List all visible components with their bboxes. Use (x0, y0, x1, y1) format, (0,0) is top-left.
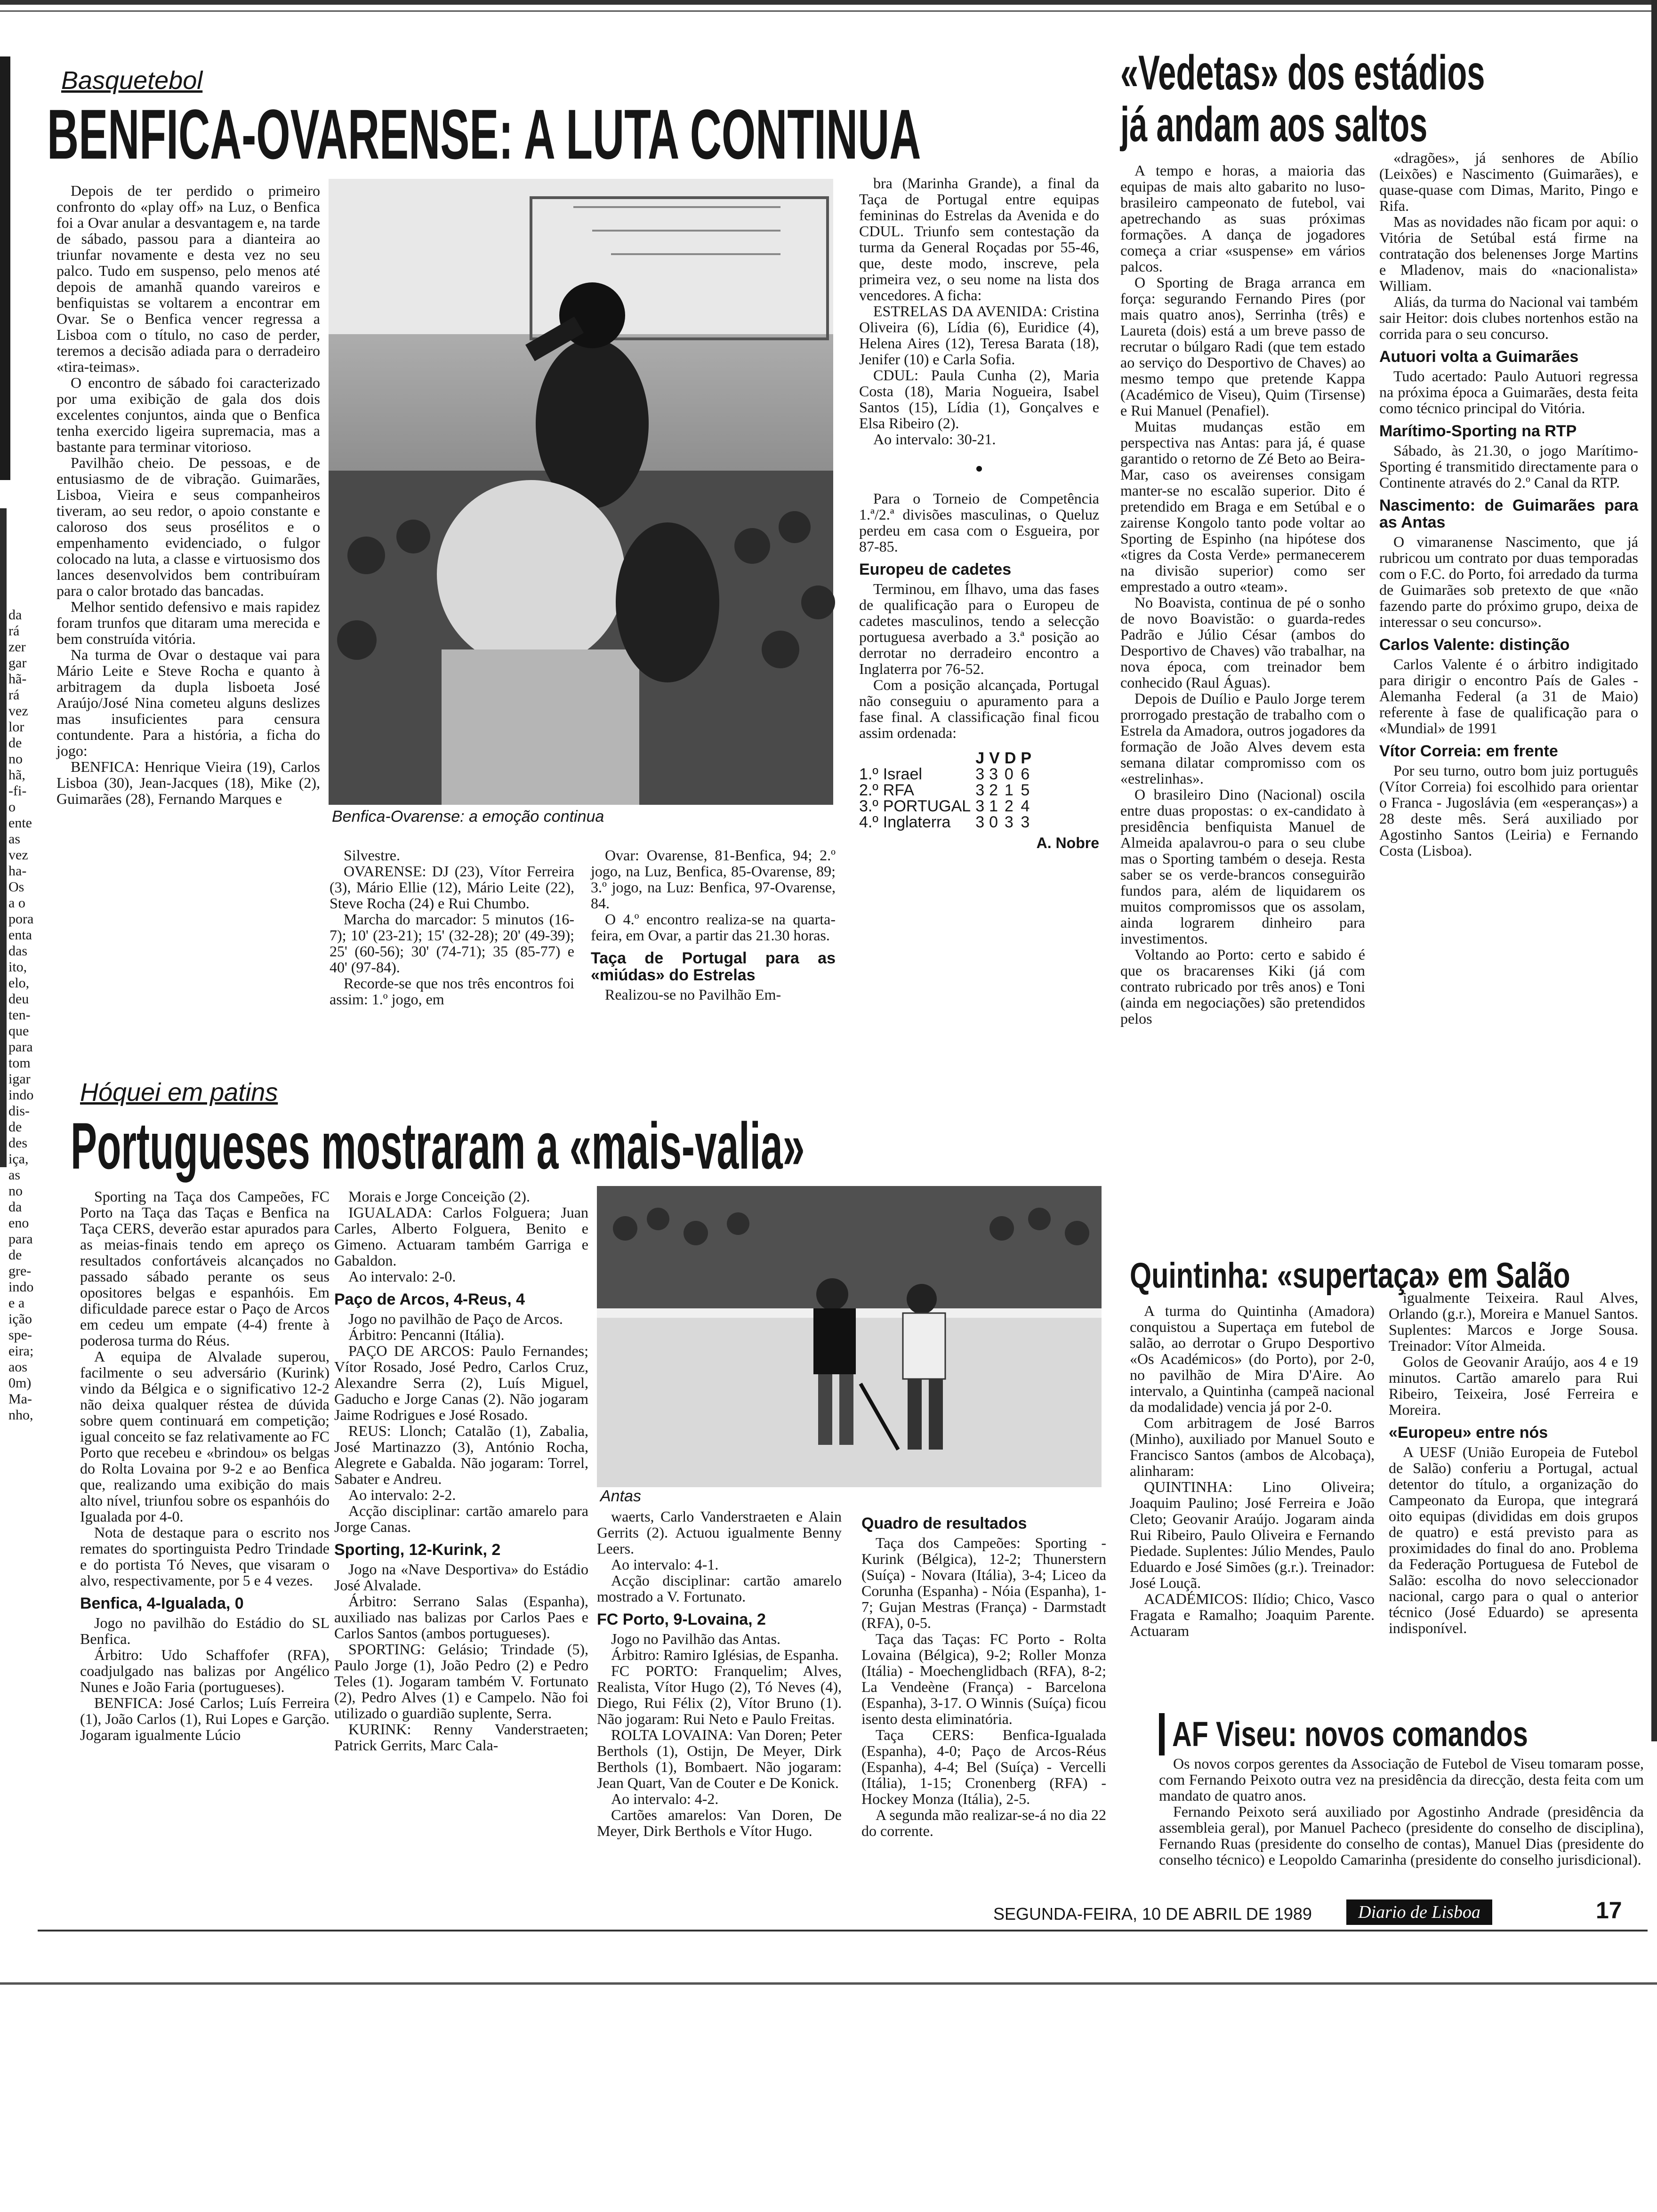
hoquei-paragraph: KURINK: Renny Vanderstraeten; Patrick Gerrits, Marc Cala- (334, 1721, 588, 1754)
vedetas-paragraph: Sábado, às 21.30, o jogo Marítimo-Sporting é transmitido directamente para o Continente através do 2.º Canal da RTP. (1379, 442, 1638, 491)
table-cell: 3.º (859, 797, 878, 815)
vedetas-paragraph: O brasileiro Dino (Nacional) oscila entre duas propostas: o ex-candidato à presidência benfiquista Manuel de Almeida apalavrou-o para o seu clube mas o Sporting também o deseja. Resta saber se os verde-brancos conseguirão fundos para, além de liquidarem os muitos compromissos que os assolam, ainda lograrem dinheiro para investimentos. (1120, 786, 1365, 947)
hoquei-paragraph: Árbitro: Udo Schaffofer (RFA), coadjulgado nas balizas por Angélico Nunes e João Faria (portugueses). (80, 1646, 330, 1695)
vedetas-paragraph: A tempo e horas, a maioria das equipas de mais alto gabarito no luso-brasileiro campeonato de futebol, vai apetrechando as suas próximas formações. A dança de jogadores começa a criar «suspense» em vários palcos. (1120, 162, 1365, 275)
vedetas-paragraph: Depois de Duílio e Paulo Jorge terem prorrogado prestação de trabalho com o Estrela da Amadora, outros jogadores da formação de João Alves devem esta semana dilatar compromisso com os «estrelinhas». (1120, 690, 1365, 787)
top-border-thin (0, 10, 1657, 12)
basket-paragraph: Melhor sentido defensivo e mais rapidez foram trunfos que ditaram uma merecida e bem construída vitória. (56, 598, 320, 647)
afviseu-bar (1159, 1713, 1165, 1755)
hockey-photo (597, 1186, 1102, 1487)
europeu-cadetes-head: Europeu de cadetes (859, 561, 1012, 578)
headline-vedetas-2: já andam aos saltos (1120, 97, 1428, 152)
table-cell: 3 (975, 797, 985, 815)
table-cell: RFA (883, 781, 914, 799)
table-cell: 0 (989, 813, 998, 831)
basket-column-4 (859, 175, 1099, 1069)
afviseu-text (1159, 1755, 1644, 1868)
margin-fragment: ente (8, 815, 32, 831)
margin-fragment: dis- (8, 1103, 30, 1119)
margin-fragment: tom (8, 1055, 31, 1071)
hoquei-paragraph: Ao intervalo: 2-2. (348, 1486, 456, 1503)
table-cell: 1 (1004, 781, 1014, 799)
margin-fragment: de (8, 735, 22, 751)
basket-paragraph: Recorde-se que nos três encontros foi assim: 1.º jogo, em (330, 975, 574, 1008)
margin-fragment: as (8, 1167, 20, 1183)
basket-paragraph: Depois de ter perdido o primeiro confronto do «play off» na Luz, o Benfica foi a Ovar anular a desvantagem e, na tarde de sábado, passou para a dianteira ao triunfar novamente e desta vez no seu palco. Tudo em suspenso, pelo menos até depois de amanhã quando vareiros e benfiquistas se voltarem a encontrar em Ovar. Se o Benfica vencer regressa a Lisboa com o título, no caso de perder, teremos a decisão adiada para o derradeiro «tira-teimas». (56, 182, 320, 375)
taca-portugal-head: Taça de Portugal para as «miúdas» do Estrelas (591, 949, 836, 984)
vedetas-paragraph: Aliás, da turma do Nacional vai também sair Heitor: dois clubes nortenhos estão na corrida para o seu concurso. (1379, 293, 1638, 342)
right-border (1651, 0, 1657, 1741)
basket-paragraph: Silvestre. (344, 847, 400, 864)
margin-fragment: gre- (8, 1263, 32, 1279)
table-header-row (859, 750, 1036, 766)
margin-fragment: rá (8, 623, 20, 639)
table-row (859, 814, 1036, 830)
table-cell: 6 (1021, 765, 1030, 783)
margin-fragment: ten- (8, 1007, 31, 1023)
margin-fragment: pora (8, 911, 34, 927)
basket-paragraph: O 4.º encontro realiza-se na quarta-feira, em Ovar, a partir das 21.30 horas. (591, 911, 836, 944)
basket-paragraph: bra (Marinha Grande), a final da Taça de Portugal entre equipas femininas do Estrelas da Avenida e do CDUL. Triunfo sem contestação da turma da General Roçadas por 55-46, que, deste modo, inscreve, pela primeira vez, o seu nome na lista dos vencedores. A ficha: (859, 175, 1099, 304)
table-header-cell: J (975, 749, 985, 767)
hoquei-paragraph: FC PORTO: Franquelim; Alves, Realista, Vítor Hugo (2), Tó Neves (4), Diego, Rui Félix (2), Vítor Bruno (1). Não jogaram: Rui Neto e Paulo Freitas. (597, 1662, 842, 1727)
vedetas-paragraph: Mas as novidades não ficam por aqui: o Vitória de Setúbal está firme na contratação dos belenenses Jorge Martins e Mladenov, mais do «nacionalista» William. (1379, 213, 1638, 294)
basket-column-3 (591, 847, 836, 1068)
sporting-kurink-head: Sporting, 12-Kurink, 2 (334, 1541, 501, 1559)
margin-fragment: para (8, 1039, 33, 1055)
margin-fragment: zer (8, 639, 26, 655)
vedetas-paragraph: Carlos Valente é o árbitro indigitado para dirigir o encontro País de Gales - Alemanha Federal (a 31 de Maio) referente à fase de qualificação para o «Mundial» de 1991 (1379, 656, 1638, 737)
margin-fragment: hã, (8, 767, 25, 783)
quintinha-paragraph: A UESF (União Europeia de Futebol de Salão) conferiu a Portugal, actual detentor do título, a organização do Campeonato da Europa, que integrará oito equipas (divididas em dois grupos de quatro) e está previsto para as proximidades do final do ano. Problema da Federação Portuguesa de Futebol de Salão: escolha do novo seleccionador nacional, cargo para o qual o anterior técnico (José Eduardo) se apresenta indisponível. (1389, 1443, 1638, 1636)
basket-column-2 (330, 847, 574, 1068)
margin-fragment: enta (8, 927, 32, 943)
table-cell: 5 (1021, 781, 1030, 799)
basket-paragraph: Pavilhão cheio. De pessoas, e de entusiasmo de de vibração. Guimarães, Lisboa, Vieira e seus companheiros tiveram, ao seu redor, o apoio constante e caloroso dos seus prosélitos e o empenhamento evidenciado, o fulgor colocado na luta, a classe e virtuosismo dos lances desenvolvidos bem contribuíram para o calor brotado das bancadas. (56, 454, 320, 599)
margin-fragment: eira; (8, 1343, 34, 1359)
vedetas-paragraph: «dragões», já senhores de Abílio (Leixões) e Nascimento (Guimarães), e quase-quase com Dimas, Marito, Pingo e Rifa. (1379, 149, 1638, 214)
basketball-photo-caption: Benfica-Ovarense: a emoção continua (332, 808, 604, 825)
basket-paragraph: CDUL: Paula Cunha (2), Maria Costa (18), Maria Nogueira, Isabel Santos (15), Lídia (1), Gonçalves e Elsa Ribeiro (2). (859, 367, 1099, 432)
quintinha-paragraph: A turma do Quintinha (Amadora) conquistou a Supertaça em futebol de salão, ao derrotar o Grupo Desportivo «Os Académicos» (do Porto), por 2-0, no pavilhão de Mira D'Aire. Ao intervalo, a Quintinha (campeã nacional da modalidade) vencia já por 2-0. (1130, 1302, 1375, 1415)
margin-fragment: o (8, 799, 16, 815)
margin-fragment: -fi- (8, 783, 27, 799)
margin-fragment: para (8, 1231, 33, 1247)
table-cell: 2 (1004, 797, 1014, 815)
margin-fragment: indo (8, 1279, 34, 1295)
headline-afviseu: AF Viseu: novos comandos (1172, 1715, 1528, 1754)
margin-fragment: gar (8, 655, 27, 671)
hoquei-paragraph: Nota de destaque para o escrito nos remates do sportinguista Pedro Trindade e do portista Tó Neves, que visaram o alvo, respectivamente, por 5 e 4 vezes. (80, 1524, 330, 1589)
left-strip-2 (0, 508, 7, 1167)
quintinha-paragraph: Com arbitragem de José Barros (Minho), auxiliado por Manuel Souto e Francisco Santos (ambos de Alcobaça), alinharam: (1130, 1414, 1375, 1479)
hoquei-paragraph: SPORTING: Gelásio; Trindade (5), Paulo Jorge (1), João Pedro (2) e Pedro Teles (1). Jogaram também V. Fortunato (2), Pedro Alves (1) e Campelo. Não foi utilizado o guardião suplente, Serra. (334, 1641, 588, 1722)
benfica-igualada-head: Benfica, 4-Igualada, 0 (80, 1595, 244, 1612)
table-cell (859, 750, 883, 766)
footer-rule (38, 1930, 1648, 1931)
hoquei-paragraph: A equipa de Alvalade superou, facilmente o seu adversário (Kurink) vindo da Bélgica e o significativo 12-2 não deixa qualquer réstea de dúvida sobre quem continuará em competição; igual conceito se faz relativamente ao FC Porto que recebeu e «brindou» os belgas do Rolta Lovaina por 9-2 e ao Benfica que, realizando uma exibição do mais alto nível, triunfou sobre os espanhóis do Igualada por 4-0. (80, 1348, 330, 1525)
margin-fragment: ha- (8, 863, 27, 879)
quintinha-paragraph: igualmente Teixeira. Raul Alves, Orlando (g.r.), Moreira e Manuel Santos. Suplentes: Marcos e Jorge Sousa. Treinador: Vítor Almeida. (1389, 1289, 1638, 1354)
left-margin-fragments (8, 607, 41, 1737)
margin-fragment: des (8, 1135, 27, 1151)
margin-fragment: de (8, 1247, 22, 1263)
europeu-head: «Europeu» entre nós (1389, 1424, 1548, 1442)
margin-fragment: e a (8, 1295, 25, 1311)
margin-fragment: rá (8, 687, 20, 703)
vedetas-paragraph: Tudo acertado: Paulo Autuori regressa na próxima época a Guimarães, desta feita como técnico principal do Vitória. (1379, 368, 1638, 417)
vedetas-paragraph: O vimaranense Nascimento, que já rubricou um contrato por duas temporadas com o F.C. do Porto, foi arredado da turma de Guimarães sob pretexto de que «não fazendo parte do próximo grupo, deixa de interessar o seu concurso». (1379, 533, 1638, 630)
vedetas-subhead: Marítimo-Sporting na RTP (1379, 422, 1577, 440)
table-cell: 2 (989, 781, 998, 799)
basket-paragraph: Ovar: Ovarense, 81-Benfica, 94; 2.º jogo, na Luz, Benfica, 85-Ovarense, 89; 3.º jogo, na Luz: Benfica, 97-Ovarense, 84. (591, 847, 836, 912)
hoquei-paragraph: ROLTA LOVAINA: Van Doren; Peter Berthols (1), Ostijn, De Meyer, Dirk Berthols (1), Bombaert. Não jogaram: Jean Quart, Van de Couter e De Konick. (597, 1726, 842, 1791)
table-cell: 2.º (859, 781, 878, 799)
hoquei-paragraph: Ao intervalo: 2-0. (348, 1268, 456, 1285)
hoquei-paragraph: Sporting na Taça dos Campeões, FC Porto na Taça das Taças e Benfica na Taça CERS, deverão estar apurados para as meias-finais tendo em apreço os resultados confortáveis alcançados no passado sábado perante os seus opositores belgas e espanhóis. Em dificuldade parece estar o Paço de Arcos em cedeu um empate (4-4) frente à poderosa turma do Réus. (80, 1188, 330, 1349)
hoquei-paragraph: Ao intervalo: 4-2. (611, 1790, 719, 1807)
margin-fragment: 0m) (8, 1375, 32, 1391)
margin-fragment: deu (8, 991, 29, 1007)
hoquei-paragraph: PAÇO DE ARCOS: Paulo Fernandes; Vítor Rosado, José Pedro, Carlos Cruz, Alexandre Serra (2), Luís Miguel, Gaducho e Jorge Canas (2). Não jogaram Jaime Rodrigues e José Rosado. (334, 1342, 588, 1423)
margin-fragment: vez (8, 703, 28, 719)
paco-arcos-head: Paço de Arcos, 4-Reus, 4 (334, 1290, 525, 1308)
hoquei-paragraph: Acção disciplinar: cartão amarelo mostrado a V. Fortunato. (597, 1572, 842, 1605)
hoquei-paragraph: IGUALADA: Carlos Folguera; Juan Carles, Alberto Folguera, Benito e Gimeno. Actuaram também Garriga e Gabaldon. (334, 1204, 588, 1269)
vedetas-paragraph: Voltando ao Porto: certo e sabido é que os bracarenses Kiki (já com contrato rubricado por três anos) e Toni (ainda em negociações) são pretendidos pelos (1120, 946, 1365, 1027)
vedetas-column-2 (1379, 150, 1638, 1204)
quintinha-paragraph: QUINTINHA: Lino Oliveira; Joaquim Paulino; José Ferreira e João Cleto; Geovanir Araújo. Jogaram ainda Rui Ribeiro, Paulo Oliveira e Fernando Piedade. Suplentes: Júlio Mendes, Paulo Eduardo e José Simões (g.r.). Treinador: José Louçã. (1130, 1478, 1375, 1591)
basket-paragraph: Realizou-se no Pavilhão Em- (605, 986, 781, 1003)
quintinha-column-1 (1130, 1303, 1375, 1726)
hoquei-paragraph: Árbitro: Ramiro Iglésias, de Espanha. (611, 1646, 839, 1663)
basketball-photo (329, 179, 833, 805)
bottom-scan-rule (0, 1982, 1657, 1985)
hoquei-column-3 (597, 1508, 842, 1839)
quintinha-paragraph: Golos de Geovanir Araújo, aos 4 e 19 minutos. Cartão amarelo para Rui Ribeiro, Teixeira, José Ferreira e Moreira. (1389, 1353, 1638, 1418)
vedetas-paragraph: Por seu turno, outro bom juiz português (Vítor Correia) foi escolhido para orientar o Franca - Jugoslávia (em «esperanças») a 28 deste mês. Será auxiliado por Agostinho Santos (Leiria) e Fernando Costa (Lisboa). (1379, 762, 1638, 859)
hoquei-column-1 (80, 1188, 330, 1803)
margin-fragment: ição (8, 1311, 32, 1327)
margin-fragment: que (8, 1023, 29, 1039)
hoquei-paragraph: Jogo no pavilhão de Paço de Arcos. (348, 1310, 563, 1327)
vedetas-column-1 (1120, 162, 1365, 1217)
hoquei-column-2 (334, 1188, 588, 1803)
hoquei-paragraph: Taça dos Campeões: Sporting - Kurink (Bélgica), 12-2; Thunerstern (Suíça) - Novara (Itália), 3-4; Liceo da Corunha (Espanha) - Nóia (Espanha), 1-7; Gujan Mestras (França) - Darmstadt (RFA), 0-5. (861, 1534, 1106, 1631)
quadro-resultados-head: Quadro de resultados (861, 1515, 1027, 1532)
hoquei-paragraph: Morais e Jorge Conceição (2). (348, 1188, 530, 1205)
vedetas-subhead: Nascimento: de Guimarães para as Antas (1379, 497, 1638, 531)
table-cell: 0 (1004, 765, 1014, 783)
vedetas-subhead: Autuori volta a Guimarães (1379, 348, 1579, 366)
hoquei-paragraph: Jogo na «Nave Desportiva» do Estádio José Alvalade. (334, 1561, 588, 1594)
afviseu-paragraph: Os novos corpos gerentes da Associação de Futebol de Viseu tomaram posse, com Fernando Peixoto outra vez na presidência da direcção, desta feita com um mandato de quatro anos. (1159, 1755, 1644, 1804)
margin-fragment: Os (8, 879, 24, 895)
left-strip (0, 56, 10, 480)
margin-fragment: as (8, 831, 20, 847)
quintinha-column-2 (1389, 1290, 1638, 1713)
section-hoquei: Hóquei em patins (80, 1078, 278, 1106)
margin-fragment: aos (8, 1359, 27, 1375)
margin-fragment: igar (8, 1071, 31, 1087)
margin-fragment: eno (8, 1215, 29, 1231)
footer-date: SEGUNDA-FEIRA, 10 DE ABRIL DE 1989 (993, 1904, 1312, 1923)
basket-paragraph: Na turma de Ovar o destaque vai para Mário Leite e Steve Rocha e quanto à arbitragem da dupla lisboeta José Araújo/José Nina cometeu alguns deslizes mas insuficientes para censura contundente. Para a história, a ficha do jogo: (56, 646, 320, 759)
hoquei-paragraph: A segunda mão realizar-se-á no dia 22 do corrente. (861, 1806, 1106, 1839)
margin-fragment: ito, (8, 959, 27, 975)
table-cell: 3 (975, 781, 985, 799)
table-cell: 1.º (859, 765, 878, 783)
hoquei-paragraph: Taça das Taças: FC Porto - Rolta Lovaina (Bélgica), 9-2; Roller Monza (Itália) - Moechenglidbach (RFA), 8-2; La Vendeène (França) - Barcelona (Espanha), 3-17. O Winnis (Suíça) ficou isento desta eliminatória. (861, 1630, 1106, 1727)
margin-fragment: Ma- (8, 1391, 32, 1407)
margin-fragment: spe- (8, 1327, 32, 1343)
basket-paragraph: BENFICA: Henrique Vieira (19), Carlos Lisboa (30), Jean-Jacques (18), Mike (2), Guimarães (28), Fernando Marques e (56, 758, 320, 807)
basket-paragraph: O encontro de sábado foi caracterizado por uma exibição de gala dos dois excelentes conjuntos, ainda que o Benfica tenha exercido ligeira supremacia, mas a bastante para terminar vitorioso. (56, 374, 320, 455)
vedetas-paragraph: No Boavista, continua de pé o sonho de novo Boavistão: o guarda-redes Padrão e Júlio César (ambos do Desportivo de Chaves) vão trabalhar, na nova época, com treinador bem conhecido (Raul Águas). (1120, 594, 1365, 691)
margin-fragment: lor (8, 719, 24, 735)
hockey-photo-caption: Antas (600, 1487, 641, 1505)
margin-fragment: no (8, 1183, 23, 1199)
quintinha-paragraph: ACADÉMICOS: Ilídio; Chico, Vasco Fragata e Ramalho; Joaquim Parente. Actuaram (1130, 1590, 1375, 1639)
table-cell: 3 (975, 813, 985, 831)
vedetas-paragraph: Muitas mudanças estão em perspectiva nas Antas: para já, é quase garantido o retorno de Zé Beto ao Beira-Mar, caso os aveirenses consigam manter-se no escalão superior. Dito é pretendido em Braga e em Setúbal e o zairense Kongolo tanto pode voltar ao Sporting de Espinho (na hipótese dos «tigres da Costa Verde» permanecerem na divisão superior) como ser emprestado a outro «team». (1120, 418, 1365, 595)
headline-portugueses: Portugueses mostraram a «mais-valia» (71, 1109, 805, 1183)
fcporto-lovaina-head: FC Porto, 9-Lovaina, 2 (597, 1611, 766, 1628)
margin-fragment: nho, (8, 1407, 33, 1423)
margin-fragment: de (8, 1119, 22, 1135)
table-cell: Israel (883, 765, 922, 783)
afviseu-paragraph: Fernando Peixoto será auxiliado por Agostinho Andrade (presidência da assembleia geral), por Manuel Pacheco (presidente do conselho de disciplina), Fernando Ruas (presidente do conselho de contas), Manuel Dias (presidente do conselho técnico) e Leopoldo Camarinha (presidente do conselho jurisdicional). (1159, 1803, 1644, 1868)
table-header-cell: V (989, 749, 1000, 767)
margin-fragment: vez (8, 847, 28, 863)
margin-fragment: iça, (8, 1151, 29, 1167)
table-header-cell: P (1021, 749, 1032, 767)
cadetes-paragraph: Terminou, em Ílhavo, uma das fases de qualificação para o Europeu de cadetes masculinos, tendo a selecção portuguesa averbado a 3.ª posição ao derrotar no derradeiro encontro a Inglaterra por 76-52. (859, 580, 1099, 677)
table-cell: 4 (1021, 797, 1030, 815)
vedetas-subhead: Vítor Correia: em frente (1379, 742, 1558, 760)
classification-table (859, 750, 1036, 830)
basket-paragraph: Marcha do marcador: 5 minutos (16-7); 10' (23-21); 15' (32-28); 20' (49-39); 25' (60-56); 30' (74-71); 35 (85-77) e 40' (97-84). (330, 911, 574, 976)
margin-fragment: da (8, 1199, 22, 1215)
hoquei-paragraph: REUS: Llonch; Catalão (1), Zabalia, José Martinazzo (3), António Rocha, Alegrete e Gabalda. Não jogaram: Torrel, Sabater e Andreu. (334, 1422, 588, 1487)
basket-paragraph: Para o Torneio de Competência 1.ª/2.ª divisões masculinas, o Queluz perdeu em casa com o Esgueira, por 87-85. (859, 490, 1099, 555)
hoquei-paragraph: Jogo no Pavilhão das Antas. (611, 1630, 780, 1647)
table-cell: 3 (975, 765, 985, 783)
table-cell: Inglaterra (883, 813, 951, 831)
table-cell: 3 (1004, 813, 1014, 831)
top-border (0, 0, 1657, 5)
page-number: 17 (1596, 1897, 1622, 1923)
basket-paragraph: Ao intervalo: 30-21. (873, 431, 996, 448)
table-row (859, 798, 1036, 814)
separator-dot (976, 466, 982, 472)
margin-fragment: hã- (8, 671, 27, 687)
hoquei-paragraph: Jogo no pavilhão do Estádio do SL Benfica. (80, 1614, 330, 1647)
hoquei-paragraph: Árbitro: Pencanni (Itália). (348, 1326, 505, 1343)
margin-fragment: indo (8, 1087, 34, 1103)
margin-fragment: no (8, 751, 23, 767)
margin-fragment: elo, (8, 975, 30, 991)
margin-fragment: das (8, 943, 27, 959)
headline-vedetas-1: «Vedetas» dos estádios (1120, 46, 1485, 100)
hoquei-paragraph: BENFICA: José Carlos; Luís Ferreira (1), João Carlos (1), Rui Lopes e Garção. Jogaram igualmente Lúcio (80, 1694, 330, 1743)
headline-benfica-ovarense: BENFICA-OVARENSE: A LUTA CONTINUA (47, 95, 921, 174)
hoquei-paragraph: Ao intervalo: 4-1. (611, 1556, 719, 1573)
table-cell: 4.º (859, 813, 878, 831)
hoquei-paragraph: Cartões amarelos: Van Doren, De Meyer, Dirk Berthols e Vítor Hugo. (597, 1806, 842, 1839)
basket-paragraph: ESTRELAS DA AVENIDA: Cristina Oliveira (6), Lídia (6), Euridice (4), Helena Aires (12), Teresa Barata (18), Jenifer (10) e Carla Sofia. (859, 303, 1099, 368)
hoquei-paragraph: Taça CERS: Benfica-Igualada (Espanha), 4-0; Paço de Arcos-Réus (Espanha), 4-4; Bel (Suíça) - Vercelli (Itália), 1-15; Cronenberg (RFA) - Hockey Monza (Itália), 2-5. (861, 1726, 1106, 1807)
section-basquetebol: Basquetebol (61, 66, 203, 95)
table-cell (883, 750, 975, 766)
table-row (859, 782, 1036, 798)
vedetas-paragraph: O Sporting de Braga arranca em força: segurando Fernando Pires (por mais quatro anos), Serrinha (três) e Laureta (dois) está a um breve passo de recrutar o búlgaro Radi (que tem estado ao serviço do Desportivo de Chaves) ao mesmo tempo que pretende Kappa (Académico de Viseu), Quim (Tirsense) e Rui Manuel (Penafiel). (1120, 274, 1365, 419)
basket-paragraph: OVARENSE: DJ (23), Vítor Ferreira (3), Mário Ellie (12), Mário Leite (22), Steve Rocha (24) e Rui Chumbo. (330, 863, 574, 912)
basket-column-1 (56, 183, 320, 1067)
footer-masthead: Diario de Lisboa (1346, 1899, 1492, 1925)
table-cell: 1 (989, 797, 998, 815)
table-header-cell: D (1004, 749, 1016, 767)
margin-fragment: da (8, 607, 22, 623)
article-author: A. Nobre (1036, 834, 1099, 851)
table-row (859, 766, 1036, 782)
headline-quintinha: Quintinha: «supertaça» em Salão (1130, 1256, 1570, 1296)
hoquei-paragraph: Árbitro: Serrano Salas (Espanha), auxiliado nas balizas por Carlos Paes e Carlos Santos (ambos portugueses). (334, 1593, 588, 1642)
hoquei-paragraph: Acção disciplinar: cartão amarelo para Jorge Canas. (334, 1502, 588, 1535)
cadetes-paragraph: Com a posição alcançada, Portugal não conseguiu o apuramento para a fase final. A classificação final ficou assim ordenada: (859, 676, 1099, 741)
margin-fragment: a o (8, 895, 25, 911)
table-cell: 3 (989, 765, 998, 783)
vedetas-subhead: Carlos Valente: distinção (1379, 636, 1570, 654)
table-cell: 3 (1021, 813, 1030, 831)
hoquei-column-4 (861, 1508, 1106, 1839)
hoquei-paragraph: waerts, Carlo Vanderstraeten e Alain Gerrits (2). Actuou igualmente Benny Leers. (597, 1508, 842, 1557)
table-cell: PORTUGAL (883, 797, 971, 815)
